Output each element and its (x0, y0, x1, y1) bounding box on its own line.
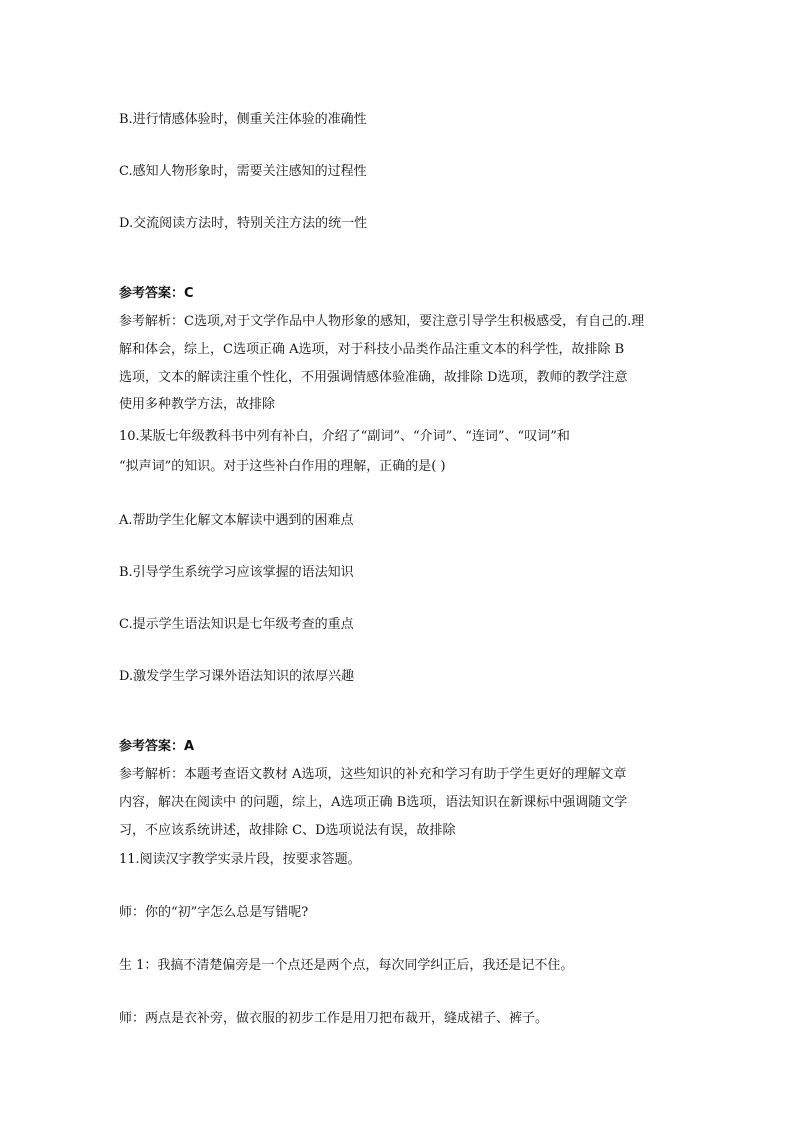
q10-explanation-line: 习，不应该系统讲述，故排除 C、D选项说法有误，故排除 (119, 823, 456, 838)
q10-stem-line: 10.某版七年级教科书中列有补白，介绍了“副词”、“介词”、“连词”、“叹词”和 (119, 429, 570, 444)
q11-stem: 11.阅读汉字教学实录片段，按要求答题。 (119, 852, 361, 867)
q11-dialogue-line: 生 1：我搞不清楚偏旁是一个点还是两个点，每次同学纠正后，我还是记不住。 (119, 958, 574, 973)
q11-dialogue-line: 师：两点是衣补旁，做衣服的初步工作是用刀把布裁开，缝成裙子、裤子。 (119, 1011, 549, 1026)
q10-explanation-line: 内容，解决在阅读中 的问题，综上，A选项正确 B选项，语法知识在新课标中强调随文学 (119, 795, 628, 810)
q11-dialogue-line: 师：你的“初”字怎么总是写错呢? (119, 905, 309, 920)
q9-option-c: C.感知人物形象时，需要关注感知的过程性 (119, 164, 367, 179)
q9-explanation-line: 解和体会，综上，C选项正确 A选项，对于科技小品类作品注重文本的科学性，故排除 B (119, 342, 625, 357)
q10-answer: 参考答案：A (119, 739, 195, 754)
q10-option-c: C.提示学生语法知识是七年级考查的重点 (119, 617, 354, 632)
q9-option-d: D.交流阅读方法时，特别关注方法的统一性 (119, 216, 368, 231)
q9-explanation-line: 参考解析：C选项,对于文学作品中人物形象的感知，要注意引导学生积极感受，有自己的.理 (119, 314, 645, 329)
q9-explanation-line: 选项，文本的解读注重个性化，不用强调情感体验准确，故排除 D选项，教师的教学注意 (119, 370, 628, 385)
q10-stem-line: “拟声词”的知识。对于这些补白作用的理解，正确的是( ) (119, 459, 446, 474)
q10-explanation-line: 参考解析：本题考查语文教材 A选项，这些知识的补充和学习有助于学生更好的理解文章 (119, 767, 627, 782)
q9-answer: 参考答案：C (119, 286, 194, 301)
q9-explanation-line: 使用多种教学方法，故排除 (119, 397, 276, 412)
q10-option-d: D.激发学生学习课外语法知识的浓厚兴趣 (119, 669, 355, 684)
q9-option-b: B.进行情感体验时，侧重关注体验的准确性 (119, 112, 367, 127)
q10-option-a: A.帮助学生化解文本解读中遇到的困难点 (119, 513, 354, 528)
q10-option-b: B.引导学生系统学习应该掌握的语法知识 (119, 565, 354, 580)
